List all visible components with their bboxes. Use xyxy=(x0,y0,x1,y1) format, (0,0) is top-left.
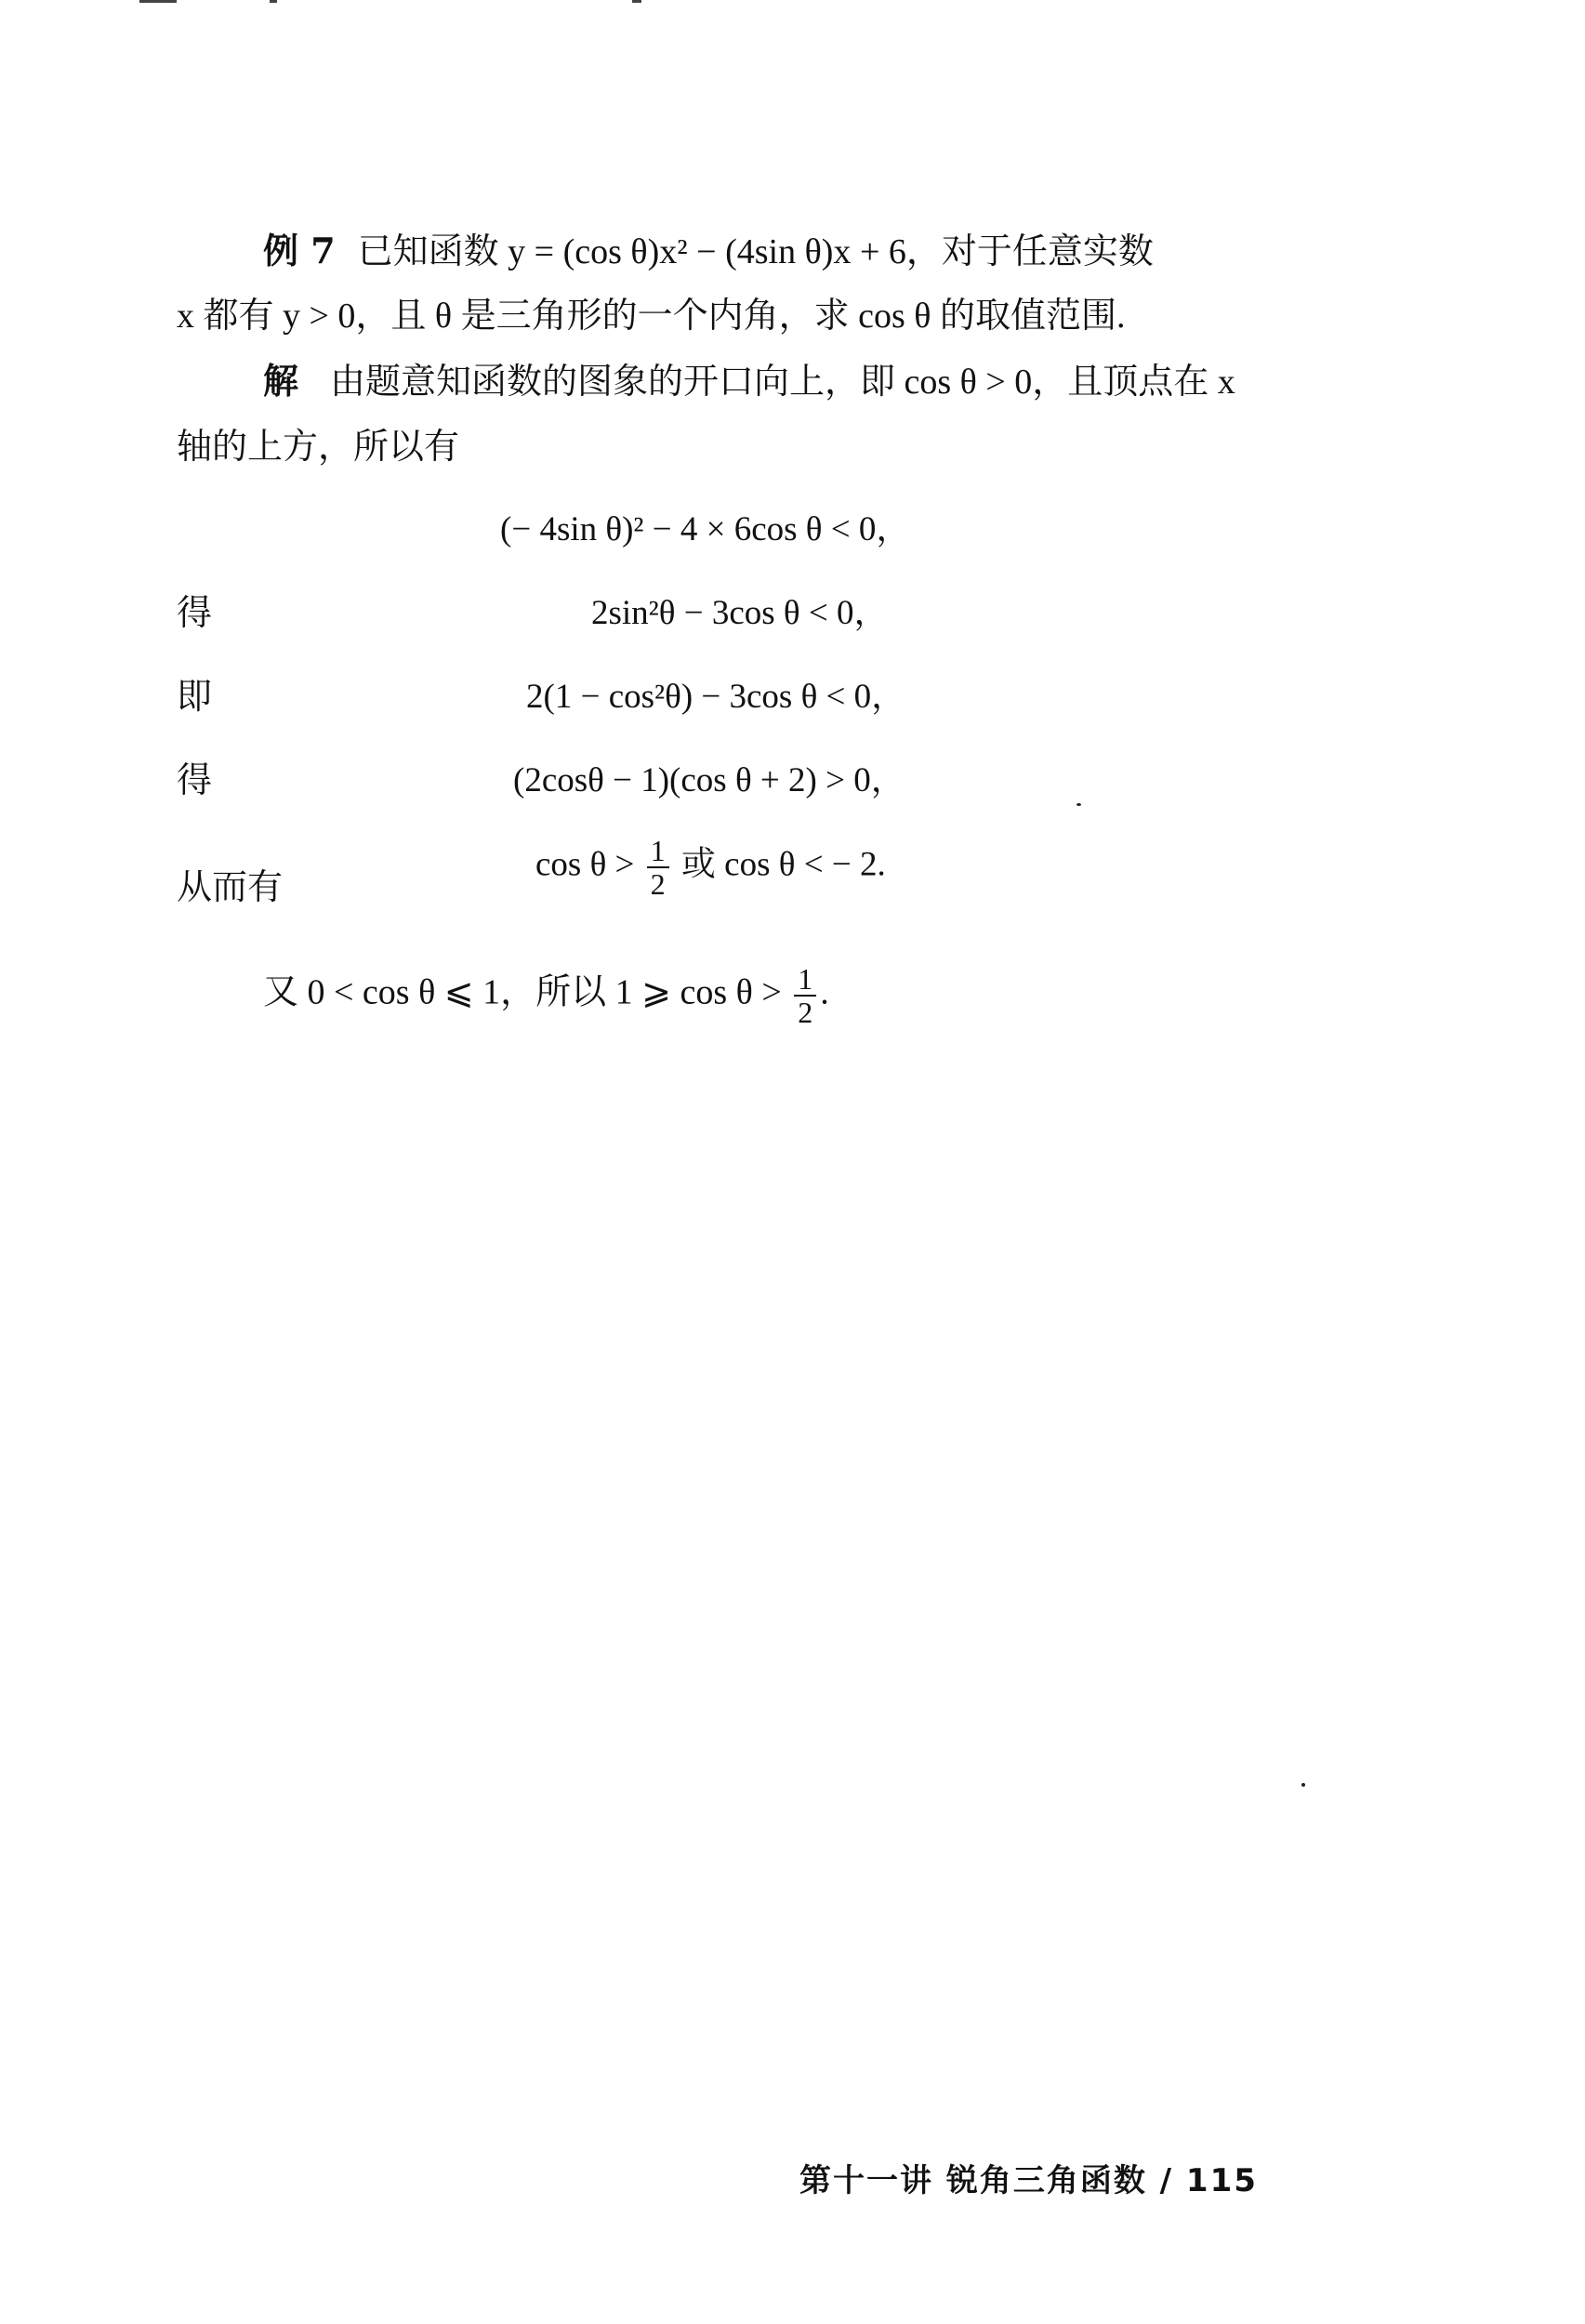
conclusion-fraction xyxy=(794,963,816,1028)
example-line-2: x 都有 y > 0，且 θ 是三角形的一个内角，求 cos θ 的取值范围. xyxy=(177,297,1126,336)
equation-1: (− 4sin θ)² − 4 × 6cos θ < 0， xyxy=(500,510,911,548)
solution-label: 解 xyxy=(263,360,299,402)
conclusion-text: 又 0 < cos θ ⩽ 1，所以 1 ⩾ cos θ > xyxy=(263,972,782,1012)
conclusion-fraction-denominator: 2 xyxy=(798,996,813,1029)
result-after-fraction: 或 cos θ < − 2. xyxy=(680,845,886,884)
result-fraction-numerator: 1 xyxy=(647,835,669,868)
conclusion-fraction-numerator: 1 xyxy=(794,963,816,997)
conclusion-line xyxy=(263,963,829,1028)
top-edge-marks xyxy=(112,0,669,6)
equation-4: (2cosθ − 1)(cos θ + 2) > 0， xyxy=(513,761,905,799)
result-fraction xyxy=(647,835,669,900)
solution-line-2: 轴的上方，所以有 xyxy=(177,426,460,467)
example-label: 例 7 xyxy=(263,230,336,271)
page-footer: 第十一讲 锐角三角函数 / 115 xyxy=(799,2162,1258,2199)
example-statement-1: 已知函数 y = (cos θ)x² − (4sin θ)x + 6，对于任意实数 xyxy=(357,232,1154,271)
equation-3-prefix: 即 xyxy=(177,676,213,717)
result-expression xyxy=(535,835,886,900)
result-before-fraction: cos θ > xyxy=(535,845,635,884)
equation-2: 2sin²θ − 3cos θ < 0， xyxy=(591,594,889,632)
solution-text-1: 由题意知函数的图象的开口向上，即 cos θ > 0，且顶点在 x xyxy=(330,363,1235,402)
scan-speck xyxy=(1301,1783,1305,1787)
equation-4-prefix: 得 xyxy=(177,759,213,800)
result-prefix: 从而有 xyxy=(177,866,284,907)
result-fraction-denominator: 2 xyxy=(650,867,666,901)
equation-3: 2(1 − cos²θ) − 3cos θ < 0， xyxy=(526,678,906,716)
conclusion-end: . xyxy=(820,972,829,1012)
example-line-1 xyxy=(263,227,1154,276)
equation-2-prefix: 得 xyxy=(177,592,213,633)
scan-speck xyxy=(1076,803,1081,806)
solution-line-1 xyxy=(263,357,1235,406)
